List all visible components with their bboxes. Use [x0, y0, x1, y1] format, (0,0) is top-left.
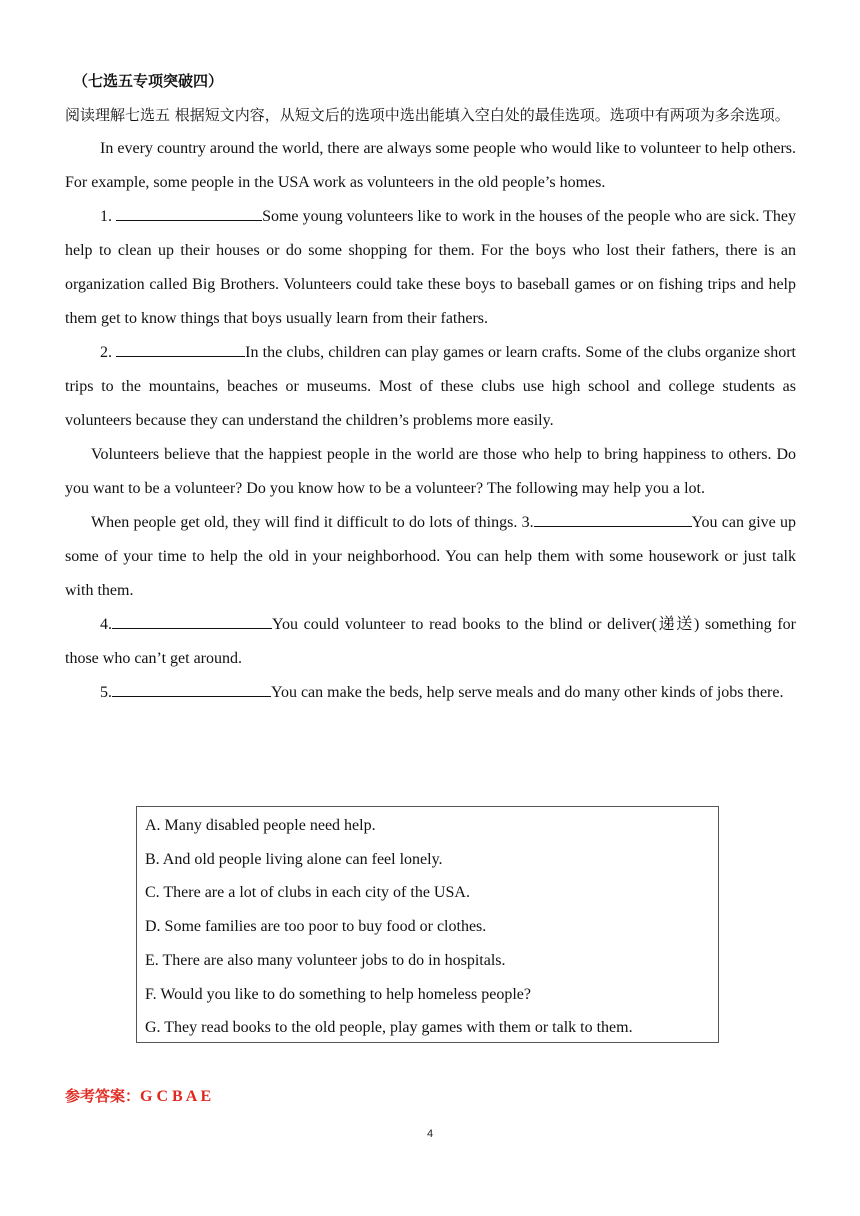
document-body	[65, 64, 796, 710]
q4-text: You could volunteer to read books to the blind or deliver(递送) something for those who can’t get around.	[65, 616, 796, 667]
option-e: E. There are also many volunteer jobs to do in hospitals.	[145, 951, 506, 969]
q3-text-before: When people get old, they will find it difficult to do lots of things. 3.	[91, 514, 534, 531]
q1-text: Some young volunteers like to work in the houses of the people who are sick. They help to clean up their houses or do some shopping for them. For the boys who lost their fathers, there is an organization called Big Brothers. Volunteers could take these boys to baseball games or on fishing trips and help them get to know things that boys usually learn from their fathers.	[65, 208, 797, 327]
q5-number: 5.	[100, 684, 112, 701]
q2-text: In the clubs, children can play games or learn crafts. Some of the clubs organize short trips to the mountains, beaches or museums. Most of these clubs use high school and college students as volunteers because they can understand the children’s problems more easily.	[65, 344, 797, 429]
blank-2[interactable]	[116, 340, 245, 357]
option-d: D. Some families are too poor to buy food or clothes.	[145, 918, 487, 936]
paragraph-q4	[65, 608, 796, 676]
paragraph-q5	[65, 676, 796, 710]
paragraph-q3	[65, 506, 796, 608]
blank-1[interactable]	[116, 204, 262, 221]
answer-value: G C B A E	[140, 1088, 212, 1105]
option-b: B. And old people living alone can feel lonely.	[145, 850, 443, 868]
blank-5[interactable]	[112, 680, 271, 697]
q4-number: 4.	[100, 616, 112, 633]
paragraph-q1	[65, 200, 796, 336]
paragraph-q2	[65, 336, 796, 438]
section-heading: （七选五专项突破四）	[73, 72, 224, 90]
instructions: 阅读理解七选五 根据短文内容，从短文后的选项中选出能填入空白处的最佳选项。选项中有两项为多余选项。	[65, 106, 790, 124]
q1-number: 1.	[100, 208, 112, 225]
q3-text-after: You can give up some of your time to help the old in your neighborhood. You can help them with some housework or just talk with them.	[65, 514, 797, 599]
answer-label: 参考答案：	[65, 1087, 141, 1105]
option-g: G. They read books to the old people, play games with them or talk to them.	[145, 1019, 633, 1037]
q5-text: You can make the beds, help serve meals and do many other kinds of jobs there.	[271, 684, 784, 701]
blank-3[interactable]	[534, 510, 692, 527]
passage-intro: In every country around the world, there are always some people who would like to volunteer to help others. For example, some people in the USA work as volunteers in the old people’s homes.	[65, 140, 796, 191]
option-f: F. Would you like to do something to help homeless people?	[145, 985, 531, 1003]
options-box	[136, 806, 719, 1043]
option-c: C. There are a lot of clubs in each city of the USA.	[145, 884, 470, 902]
page-number: 4	[426, 1128, 434, 1140]
option-a: A. Many disabled people need help.	[145, 817, 376, 834]
q2-number: 2.	[100, 344, 112, 361]
blank-4[interactable]	[112, 612, 272, 629]
answer-key	[65, 1079, 211, 1114]
paragraph-happiest: Volunteers believe that the happiest people in the world are those who help to bring happiness to others. Do you want to be a volunteer? Do you know how to be a volunteer? The following may help you a lot.	[65, 446, 796, 497]
